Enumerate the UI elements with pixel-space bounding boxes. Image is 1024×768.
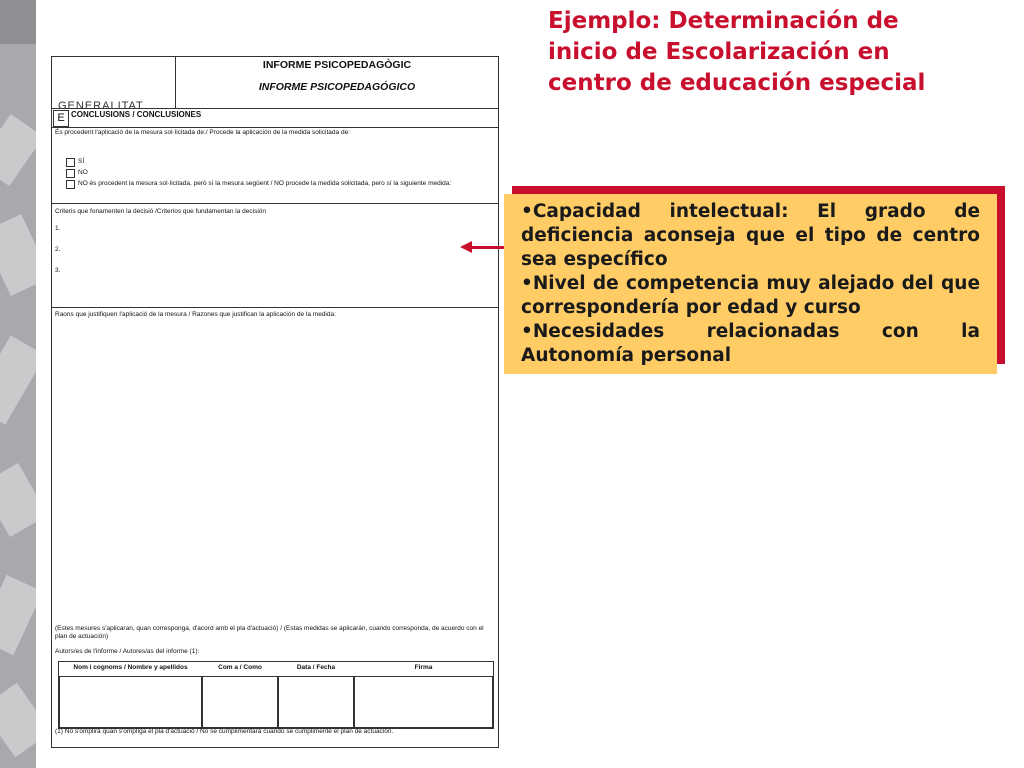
decorative-side-strip [0,0,36,768]
footnote: (1) No s'omplirà quan s'omplíga el pla d'actuació / No se cumplimentará cuando se cumplimente el plan de actuación. [55,728,394,735]
callout-bullet: • Necesidades relacionadas con la Autonomía personal [521,320,980,368]
authors-label: Autors/es de l'informe / Autores/as del informe (1): [55,648,200,655]
option-no-label: NO [78,169,88,176]
criteria-label: Criteris que fonamenten la decisió /Criterios que fundamentan la decisión [55,208,267,215]
arrow-left-icon [460,241,472,253]
divider [52,203,498,204]
generalitat-logo [52,57,176,108]
form-title-es: INFORME PSICOPEDAGÓGICO [258,81,416,93]
slide-title [548,6,1008,99]
side-strip-shape [0,214,36,296]
divider [52,108,498,109]
option-si-label: SÍ [78,158,85,165]
table-header-name: Nom i cognoms / Nombre y apellidos [73,664,188,671]
signature-table [58,661,494,729]
reasons-label: Raons que justifiquen l'aplicació de la mesura / Razones que justifican la aplicación de la medida: [55,311,336,318]
arrow-line [470,246,504,249]
measure-question: És procedent l'aplicació de la mesura sol·licitada de:/ Procede la aplicación de la medida solicitada de: [55,129,350,136]
checkbox-si[interactable] [66,158,75,167]
side-strip-shape [0,683,36,757]
form-header [176,57,498,108]
table-header-date: Data / Fecha [296,664,336,671]
option-partial-label: NO és procedent la mesura sol·licitada, però sí la mesura següent / NO procede la medida solicitada, pero sí la siguiente medida: [78,180,452,187]
callout-box [504,194,997,374]
criteria-item: 2. [55,246,61,253]
side-strip-top-block [0,0,36,44]
logo-text: GENERALITAT [58,100,144,108]
divider [52,127,498,128]
section-title: CONCLUSIONS / CONCLUSIONES [71,110,202,119]
side-strip-shape [0,114,36,186]
side-strip-shape [0,463,36,537]
name-cell[interactable] [59,676,202,728]
checkbox-no[interactable] [66,169,75,178]
signature-cell[interactable] [354,676,493,728]
side-strip-shape [0,575,36,655]
divider [52,307,498,308]
slide-title-line: Ejemplo: Determinación de [548,8,899,34]
role-cell[interactable] [202,676,278,728]
checkbox-partial[interactable] [66,180,75,189]
date-cell[interactable] [278,676,354,728]
form-title-ca: INFORME PSICOPEDAGÒGIC [262,59,412,71]
side-strip-shape [0,335,36,424]
slide-title-line: centro de educación especial [548,70,926,96]
callout-bullet: • Capacidad intelectual: El grado de deficiencia aconseja que el tipo de centro sea específico [521,200,980,272]
callout-bullet: • Nivel de competencia muy alejado del que correspondería por edad y curso [521,272,980,320]
slide-title-line: inicio de Escolarización en [548,39,890,65]
psychopedagogical-report-form [51,56,499,748]
criteria-item: 3. [55,267,61,274]
criteria-item: 1. [55,225,61,232]
table-header-signature: Firma [414,664,433,671]
apply-note: (Estes mesures s'aplicaran, quan corresponga, d'acord amb el pla d'actuació) / (Estas medidas se aplicarán, cuando corresponda, de acuerdo con el plan de actuación) [55,625,484,640]
table-header-role: Com a / Como [218,664,262,671]
section-letter: E [53,110,69,127]
